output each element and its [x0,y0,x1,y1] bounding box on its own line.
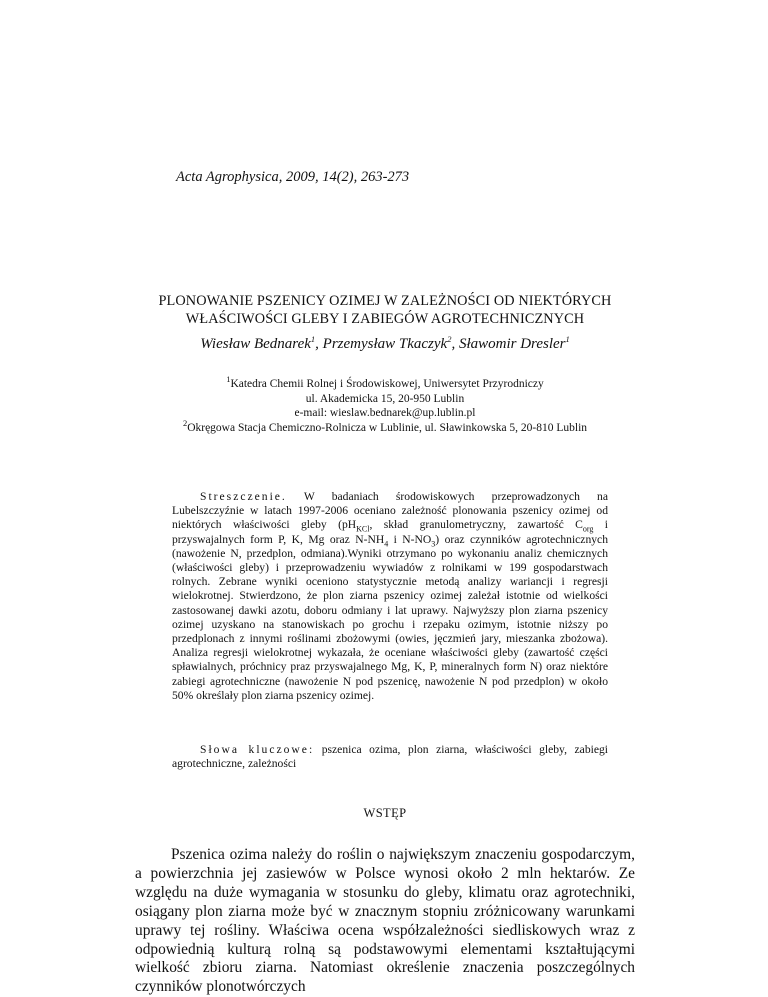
author-separator: , [451,336,459,352]
keywords [172,743,608,771]
keywords-label: Słowa kluczowe: [200,743,315,756]
article-title-line-1: PLONOWANIE PSZENICY OZIMEJ W ZALEŻNOŚCI OD NIEKTÓRYCH [158,293,612,309]
author-name: Sławomir Dresler [458,336,566,352]
abstract: Streszczenie. W badaniach środowiskowych przeprowadzonych na Lubelszczyźnie w latach 1997-2006 oceniano zależność plonowania pszenicy ozimej od niektórych właściwości gleby ($pH_{KCl}$, skład granulometryczny, zawartość $C_{org}$ i przyswajalnych form P, K, Mg oraz $N-NH_4$ i $N-NO_3$) oraz czynników agrotechnicznych (nawożenie N, przedplon, odmiana).Wyniki otrzymano po wykonaniu analiz chemicznych (właściwości gleby) i przeprowadzeniu wywiadów z rolnikami w 199 gospodarstwach rolnych. Zebrane wyniki oceniono statystycznie metodą analizy wariancji i regresji wielokrotnej. Stwierdzono, że plon ziarna pszenicy ozimej zależał istotnie od wielkości zastosowanej dawki azotu, doboru odmiany i lat uprawy. Najwyższy plon ziarna pszenicy ozimej uzyskano na stanowiskach po grochu i rzepaku ozimym, istotnie niższy po przedplonach z innymi roślinami zbożowymi (owies, jęczmień jary, mieszanka zbożowa). Analiza regresji wielokrotnej wykazała, że oceniane właściwości gleby (zawartość części spławialnych, próchnicy praz przyswajalnego Mg, K, P, mineralnych form N) oraz niektóre zabiegi agrotechniczne (nawożenie N pod pszenicę, nawożenie N pod przedplon) w około 50% określały plon ziarna pszenicy ozimej. [172,490,608,702]
article-title [100,292,670,328]
affiliation-2: $^2$Okręgowa Stacja Chemiczno-Rolnicza w Lublinie, ul. Sławinkowska 5, 20-810 Lublin [182,417,588,434]
affiliation-1: $^1$Katedra Chemii Rolnej i Środowiskowej, Uniwersytet Przyrodniczy [226,374,544,390]
author-name: Przemysław Tkaczyk [322,336,448,352]
author-name: Wiesław Bednarek [200,336,311,352]
intro-paragraph: Pszenica ozima należy do roślin o największym znaczeniu gospodarczym, a powierzchnia jej zasiewów w Polsce wynosi około 2 mln hektarów. Ze względu na duże wymagania w stosunku do gleby, klimatu oraz agrotechniki, osiągany plon ziarna może być w znacznym stopniu zróżnicowany warunkami uprawy tej rośliny. Właściwa ocena współzależności siedliskowych wraz z odpowiednią kulturą rolną są podstawowymi elementami kształtującymi wielkość zbioru ziarna. Natomiast określenie znaczenia poszczególnych czynników plonotwórczych [135,846,635,996]
author-email: e-mail: wieslaw.bednarek@up.lublin.pl [294,407,476,419]
author-affiliation-mark: 1 [310,334,316,344]
affiliation-mark: 2 [182,417,188,428]
author-affiliation-mark: 2 [447,334,452,344]
journal-citation: Acta Agrophysica, 2009, 14(2), 263-273 [176,169,410,185]
abstract-label: Streszczenie. [200,490,287,503]
article-title-line-2: WŁAŚCIWOŚCI GLEBY I ZABIEGÓW AGROTECHNICZNYCH [185,311,585,327]
keywords-text: pszenica ozima, plon ziarna, właściwości gleby, zabiegi agrotechniczne, zależności [172,743,609,771]
affiliation-1-address: ul. Akademicka 15, 20-950 Lublin [305,392,465,405]
affiliation-mark: 1 [226,374,231,385]
author-separator: , [315,336,323,352]
affiliations [90,374,680,435]
author-affiliation-mark: 1 [565,334,570,344]
section-heading: WSTĘP [363,806,407,820]
author-list [100,336,670,353]
